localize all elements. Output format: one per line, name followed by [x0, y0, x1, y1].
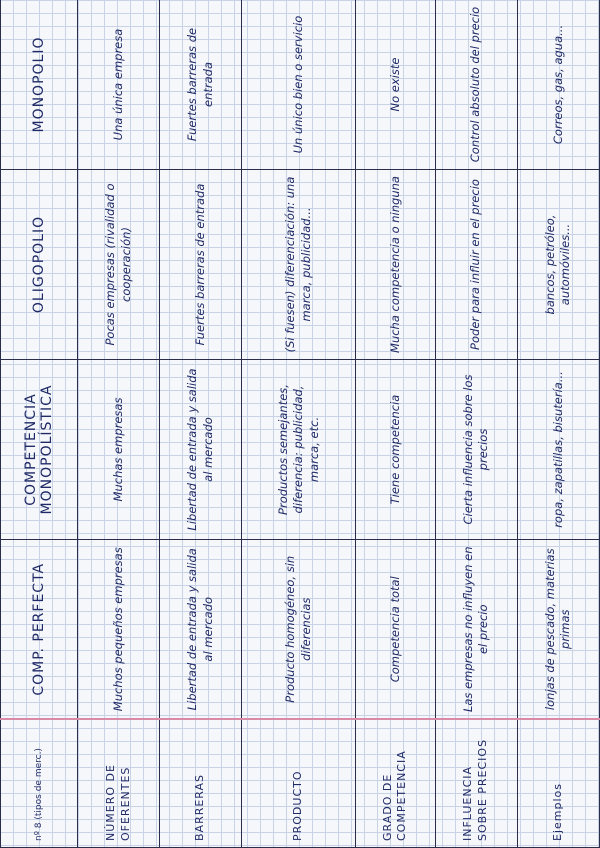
table-row	[517, 0, 599, 848]
table-cell: Las empresas no influyen en el precio	[435, 540, 517, 720]
row-label-ejemplos: Ejemplos	[517, 720, 599, 848]
table-cell: Control absoluto del precio	[435, 0, 517, 170]
table-cell: Productos semejantes, diferencia: publicidad, marca, etc.	[242, 360, 356, 540]
col-header-comp-perfecta: COMP. PERFECTA	[1, 540, 78, 720]
table-cell: ropa, zapatillas, bisutería...	[517, 360, 599, 540]
table-row	[160, 0, 242, 848]
col-header-oligopolio: OLIGOPOLIO	[1, 170, 78, 360]
table-row	[78, 0, 160, 848]
table-cell: Cierta influencia sobre los precios	[435, 360, 517, 540]
table-cell: Fuertes barreras de entrada	[160, 170, 242, 360]
corner-note: nº 8 (tipos de merc.)	[1, 720, 78, 848]
table-row	[242, 0, 356, 848]
table-cell: Fuertes barreras de entrada	[160, 0, 242, 170]
row-label-oferentes: NÚMERO DE OFERENTES	[78, 720, 160, 848]
table-cell: Tiene competencia	[356, 360, 435, 540]
table-cell: Libertad de entrada y salida al mercado	[160, 360, 242, 540]
row-label-barreras: BARRERAS	[160, 720, 242, 848]
table-cell: Libertad de entrada y salida al mercado	[160, 540, 242, 720]
row-label-influencia: INFLUENCIA SOBRE PRECIOS	[435, 720, 517, 848]
row-label-producto: PRODUCTO	[242, 720, 356, 848]
table-cell: Mucha competencia o ninguna	[356, 170, 435, 360]
table-cell: Correos, gas, agua...	[517, 0, 599, 170]
table-row	[356, 0, 435, 848]
table-cell: Muchos pequeños empresas	[78, 540, 160, 720]
table-cell: Muchas empresas	[78, 360, 160, 540]
table-cell: Poder para influir en el precio	[435, 170, 517, 360]
row-label-competencia: GRADO DE COMPETENCIA	[356, 720, 435, 848]
table-cell: Pocas empresas (rivalidad o cooperación)	[78, 170, 160, 360]
table-cell: Competencia total	[356, 540, 435, 720]
table-cell: bancos, petróleo, automóviles...	[517, 170, 599, 360]
table-cell: Una única empresa	[78, 0, 160, 170]
table-cell: lonjas de pescado, materias primas	[517, 540, 599, 720]
table-cell: Producto homogéneo, sin diferencias	[242, 540, 356, 720]
table-cell: No existe	[356, 0, 435, 170]
header-row	[1, 0, 78, 848]
col-header-monopolio: MONOPOLIO	[1, 0, 78, 170]
table-cell: (Si fuesen) diferenciación: una marca, publicidad...	[242, 170, 356, 360]
col-header-comp-monopolistica: COMPETENCIA MONOPOLÍSTICA	[1, 360, 78, 540]
table-row	[435, 0, 517, 848]
table-cell: Un único bien o servicio	[242, 0, 356, 170]
